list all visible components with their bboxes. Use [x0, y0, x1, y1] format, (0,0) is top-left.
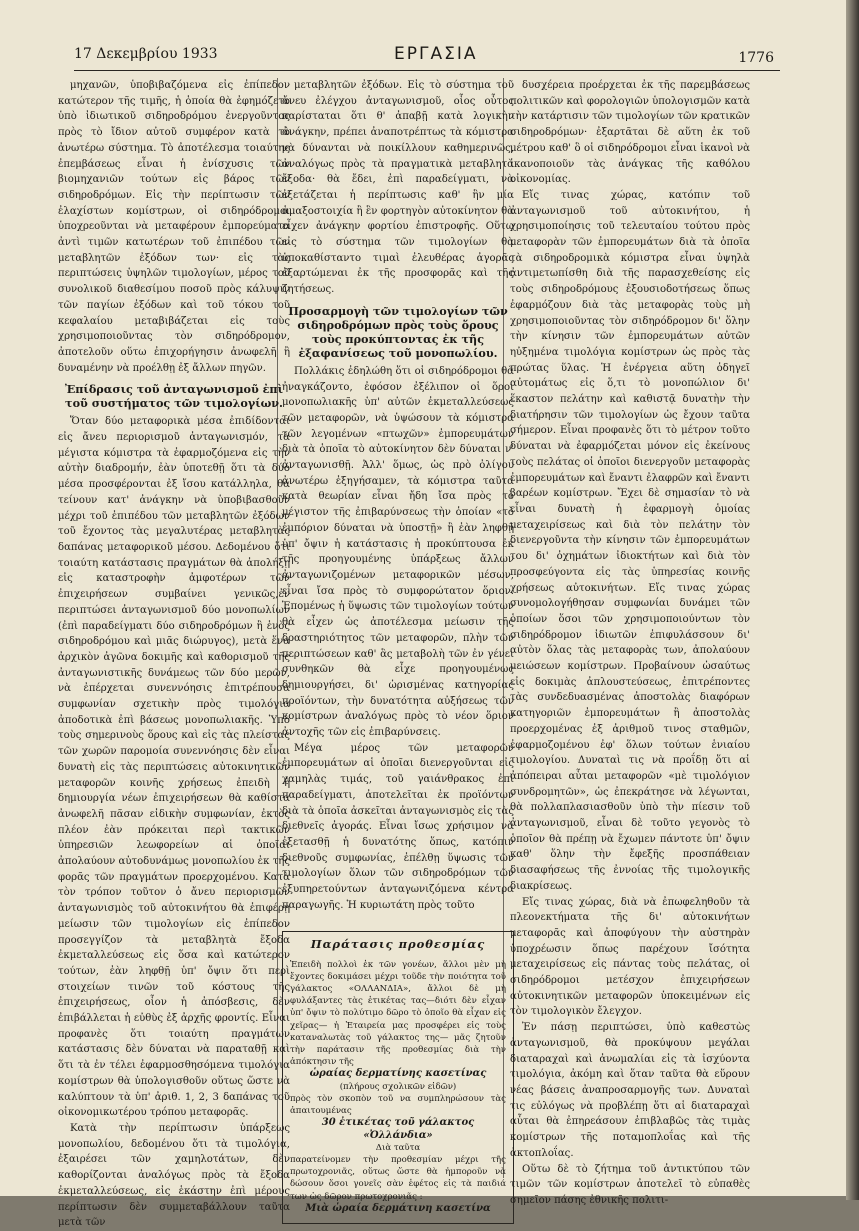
ad-text: πρὸς τὸν σκοπὸν τοῦ να συμπληρώσουν τὰς ἀπαιτουμένας	[290, 1093, 506, 1117]
column-middle	[282, 78, 514, 1214]
section-heading: Προσαρμογὴ τῶν τιμολογίων τῶν σιδηροδρόμων πρὸς τοὺς ὅρους τοὺς προκύπτοντας ἐκ τῆς ἐξαφανίσεως τοῦ μονοπωλίου.	[288, 303, 508, 360]
ad-text: Ἐπειδὴ πολλοὶ ἐκ τῶν γονέων, ἄλλοι μὲν μὴ ἔχοντες δοκιμάσει μέχρι τοῦδε τὴν ποιότητα τοῦ γάλακτος «ΟΛΛΑΝΔΙΑ», ἄλλοι δὲ μὴ φυλάξαντες τὰς ἐτικέτας τας—διότι δὲν εἶχαν ὑπ' ὄψιν τὸ πολύτιμο δῶρο τὸ ὁποῖο θὰ εἶχαν εἰς χεῖρας— ἡ Ἑταιρεία μας προσφέρει εἰς τοὺς καταναλωτὰς τοῦ γάλακτος της— μᾶς ζητοῦν τὴν παράτασιν τῆς προθεσμίας διὰ τὴν ἀπόκτησιν τῆς	[290, 959, 506, 1068]
ad-product-line: ὡραίας δερματίνης κασετίνας	[309, 1068, 487, 1080]
ad-gift-line: Μιὰ ὡραία δερμάτινη κασετίνα	[305, 1202, 491, 1214]
paragraph: Εἴς τινας χώρας, διὰ νὰ ἐπωφεληθοῦν τὰ πλεονεκτήματα τῆς δι' αὐτοκινήτων μεταφορᾶς καὶ ἀποφύγουν τὴν αὐστηρὰν ὑποχρέωσιν ὅπως παρέχουν ἴσότητα μεταχειρίσεως εἰς πάντας τοὺς πελάτας, οἱ σιδηρόδρομοι μετέσχον ἐπιχειρήσεων αὐτοκινητικῶν μεταφορῶν ὑποκειμένων εἰς τὸν τιμολογικὸν ἔλεγχον.	[510, 896, 750, 1018]
paragraph: μεταβλητῶν ἐξόδων. Εἰς τὸ σύστημα τοῦ ἄνευ ἐλέγχου ἀνταγωνισμοῦ, οἷος οὗτος παρίσταται ὅτι θ' ἀπαβῇ κατὰ λογικὴν ἀνάγκην, πρέπει ἀναποτρέπτως τὰ κόμιστρα νὰ δύνανται νὰ ποικίλλουν καθημερινῶς, ἀναλόγως πρὸς τὰ πραγματικὰ μεταβλητὰ ἔξοδα· θὰ ἔδει, ἐπὶ παραδείγματι, νὰ ἐξετάζεται ἡ περίπτωσις καθ' ἣν μία ἁμαξοστοιχία ἢ ἓν φορτηγὸν αὐτοκίνητον θὰ εἶχεν ἀνάγκην φορτίου ἐπιστροφῆς. Οὕτω εἰς τὸ σύστημα τῶν τιμολογίων θὰ ὑποκαθίσταντο τιμαὶ ἐλευθέρας ἀγορᾶς ἐξαρτώμεναι ἐκ τῆς προσφορᾶς καὶ τῆς ζητήσεως.	[282, 80, 514, 296]
column-left	[58, 78, 290, 1229]
ad-subline: (πλήρους σχολικῶν εἰδῶν)	[339, 1081, 457, 1092]
header-rule	[74, 70, 780, 71]
column-right	[510, 78, 750, 1206]
publication-title: ΕΡΓΑΣΙΑ	[394, 44, 478, 64]
page-number: 1776	[738, 50, 774, 66]
paragraph: δυσχέρεια προέρχεται ἐκ τῆς παρεμβάσεως πολιτικῶν καὶ φορολογιῶν ὑπολογισμῶν κατὰ τὴν κατάρτισιν τῶν τιμολογίων τῶν κρατικῶν σιδηροδρόμων· ἐξαρτᾶται δὲ αὕτη ἐκ τοῦ μέτρου καθ' ὃ οἱ σιδηρόδρομοι εἶναι ἱκανοὶ νὰ ἱκανοποιοῦν τὰς ἀνάγκας τῆς καθόλου οἰκονομίας.	[510, 80, 750, 186]
paragraph: Ἐν πάσῃ περιπτώσει, ὑπὸ καθεστὼς ἀνταγωνισμοῦ, θὰ προκύψουν μεγάλαι διαταραχαὶ καὶ ἀνωμαλίαι εἰς τὰ ἰσχύοντα τιμολόγια, ἀκόμη καὶ ὅταν ταῦτα θὰ εὕρουν νέας βάσεις ἀναπροσαρμογῆς των. Δυναταὶ τις εὐλόγως νὰ προβλέπῃ ὅτι αἱ διαταραχαὶ αὗται θὰ ἐπηρεάσουν ἐπιβλαβῶς τὰς τιμὰς κομίστρων τῆς ποταμοπλοΐας καὶ τῆς ἀκτοπλοΐας.	[510, 1022, 750, 1159]
section-heading: Ἐπίδρασις τοῦ ἀνταγωνισμοῦ ἐπὶ τοῦ συστήματος τῶν τιμολογίων.	[64, 382, 284, 411]
ad-labels-line: 30 ἐτικέτας τοῦ γάλακτος «Ὀλλάνδια»	[321, 1117, 475, 1141]
paragraph: Εἴς τινας χώρας, κατόπιν τοῦ ἀνταγωνισμοῦ τοῦ αὐτοκινήτου, ἡ χρησιμοποίησις τοῦ τελευταίου τούτου πρὸς μεταφορὰν τῶν ἐμπορευμάτων διὰ τὰ ὁποῖα τὰ σιδηροδρομικὰ κόμιστρα εἶναι ὑψηλὰ ἀντιμετωπίσθη διὰ τῆς παρασχεθείσης εἰς τοὺς σιδηροδρόμους ἐξουσιοδοτήσεως ὅπως ἐφαρμόζουν διὰ τὰς μεταφορὰς τοὺς μὴ χρησιμοποιοῦντας τὸν σιδηρόδρομον δι' ὅλην τὴν κίνησιν τῶν ἐμπορευμάτων αὐτῶν ηὐξημένα τιμολόγια κομίστρων ὡς πρὸς τὰς πρώτας ὕλας. Ἡ ἐνέργεια αὕτη ὁδηγεῖ αὐτομάτως εἰς ὅ,τι τὸ μονοπώλιον δι' ἕκαστον πελάτην καὶ καθιστᾷ δυνατὴν τὴν διατήρησιν τῶν τιμολογίων ὡς ἔχουν ταῦτα σήμερον. Εἶναι προφανὲς ὅτι τὸ μέτρον τοῦτο δύναται νὰ ἐφαρμόζεται μόνον εἰς ἐκείνους τοὺς πελάτας οἱ ὁποῖοι διενεργοῦν μεταφορὰς ἐμπορευμάτων καὶ ἔναντι ἐλαφρῶν καὶ ἔναντι βαρέων κομίστρων. Ἔχει δὲ σημασίαν τὸ νὰ εἶναι δυνατὴ ἡ ἐφαρμογὴ ὁμοίας μεταχειρίσεως καὶ διὰ τὸν πελάτην τὸν διενεργοῦντα τὴν κίνησιν τῶν ἐμπορευμάτων του δι' ὀχημάτων ἰδιοκτήτων καὶ διὰ τὸν προσφεύγοντα εἰς τὰς ὑπηρεσίας κοινῆς χρήσεως αὐτοκινήτων. Εἴς τινας χώρας συνομολογήθησαν συμφωνίαι δυνάμει τῶν ὁποίων ὅσοι τῶν χρησιμοποιούντων τὸν σιδηρόδρομον ἰδιωτῶν ἐπιφυλάσσουν δι' αὐτὸν ὅλας τὰς μεταφορὰς των, ἀπολαύουν μειώσεων κομίστρων. Προβαίνουν ὡσαύτως εἰς δοκιμὰς ἀπλουστεύσεως, ἐπιτρέποντες τὰς συνδεδυασμένας ἀποστολὰς διαφόρων κατηγοριῶν ἐμπορευμάτων ἢ ἀποστολὰς προερχομένας ἐξ ἀριθμοῦ τινος σταθμῶν, ἐφαρμοζομένου ἐφ' ὅλων τούτων ἑνιαίου τιμολογίου. Δυναταὶ τις νὰ προΐδῃ ὅτι αἱ ἀπόπειραι αὗται μεταφορῶν «μὲ τιμολόγιον συνδρομητῶν», ὡς ἐπεκράτησε νὰ λέγωνται, θὰ πολλαπλασιασθοῦν ὑπὸ τὴν πίεσιν τοῦ ἀνταγωνισμοῦ, εἶναι δὲ τοῦτο γεγονὸς τὸ ὁποῖον θὰ πρέπῃ νὰ ἔχωμεν πάντοτε ὑπ' ὄψιν καθ' ὅλην τὴν ἔφεξῆς προσπάθειαν διασαφήσεως τῆς ἐννοίας τῆς τιμολογικῆς διακρίσεως.	[510, 189, 750, 892]
ad-subline: Διὰ ταῦτα	[375, 1142, 421, 1153]
advertisement-box	[282, 931, 514, 1223]
paragraph: Οὕτω δὲ τὸ ζήτημα τοῦ ἀντικτύπου τῶν τιμῶν τῶν κομίστρων ἀποτελεῖ τὸ εὐπαθὲς σημεῖον πάσης ἐθνικῆς πολιτι-	[510, 1163, 750, 1206]
paragraph: Κατὰ τὴν περίπτωσιν ὑπάρξεως μονοπωλίου, δεδομένου ὅτι τὰ τιμολόγια, ἐξαιρέσει τῶν χαμηλοτάτων, δὲν καθορίζονται ἀναλόγως πρὸς τὰ ἔξοδα ἐκμεταλλεύσεως, εἰς ἑκάστην ἐπὶ μέρους περίπτωσιν δὲν συμμεταβάλλουν ταῦτα μετὰ τῶν	[58, 1123, 290, 1229]
ad-text: παρατείνομεν τὴν προθεσμίαν μέχρι τῆς πρωτοχρονιᾶς, οὕτως ὥστε θὰ ἠμποροῦν νὰ δώσουν ὅσοι γονεῖς σὰν ἑφέτος εἰς τὰ παιδιά των ὡς δῶρον πρωτοχρονιᾶς :	[290, 1154, 506, 1202]
paragraph: Μέγα μέρος τῶν μεταφορῶν ἐμπορευμάτων αἱ ὁποῖαι διενεργοῦνται εἰς χαμηλὰς τιμάς, τοῦ γαιάνθρακος ἐπὶ παραδείγματι, ἀποτελεῖται ἐκ προϊόντων διὰ τὰ ὁποῖα ἀσκεῖται ἀνταγωνισμὸς εἰς τὰς διεθνεῖς ἀγοράς. Εἶναι ἴσως χρήσιμον νὰ ἐξετασθῇ ἡ δυνατότης ὅπως, κατόπιν διεθνοῦς συμφωνίας, ἐπέλθῃ ὕψωσις τῶν τιμολογίων ὅλων τῶν σιδηροδρόμων τῶν ἐξυπηρετούντων ἀνταγωνιζόμενα κέντρα παραγωγῆς. Ἡ κυριωτάτη πρὸς τοῦτο	[282, 742, 514, 911]
issue-date: 17 Δεκεμβρίου 1933	[74, 46, 218, 62]
paragraph: Πολλάκις ἐδηλώθη ὅτι οἱ σιδηρόδρομοι θὰ ἠναγκάζοντο, ἐφόσον ἐξέλιπον οἱ ὅροι μονοπωλιακῆς ὑπ' αὐτῶν ἐκμεταλλεύσεως τῶν μεταφορῶν, νὰ ὑψώσουν τὰ κόμιστρα τῶν λεγομένων «πτωχῶν» ἐμπορευμάτων διὰ τὰ ὁποῖα τὸ αὐτοκίνητον δὲν δύναται ν' ἀνταγωνισθῇ. Ἀλλ' ὅμως, ὡς πρὸ ὀλίγου ἀνωτέρω ἐξηγήσαμεν, τὰ κόμιστρα ταῦτα κατὰ θεωρίαν εἶναι ἤδη ἴσα πρὸς τὸ μέγιστον τῆς ἐπιβαρύνσεως τὴν ὁποίαν «τὸ ἐμπόριον δύναται νὰ ὑποστῇ» ἢ ἐὰν ληφθῇ ὑπ' ὄψιν ἡ κατάστασις ἡ προκύπτουσα ἐκ τῆς προηγουμένης ὑπάρξεως ἄλλων ἀνταγωνιζομένων μεταφορικῶν μέσων, εἶναι ἴσα πρὸς τὸ συμφορώτατον ὅριον. Ἑπομένως ἡ ὕψωσις τῶν τιμολογίων τούτων θὰ εἶχεν ὡς ἀποτέλεσμα μείωσιν τῆς δραστηριότητος τῶν μεταφορῶν, πλὴν τῶν περιπτώσεων καθ' ἃς μεταβολὴ τῶν ἐν γένει συνθηκῶν θὰ εἶχε προηγουμένως δημιουργήσει, δι' ὡρισμένας κατηγορίας προϊόντων, τὴν δυνατότητα αὐξήσεως τῶν κομίστρων ἀναλόγως πρὸς τὸ νέον ὅριον ἀντοχῆς τῶν εἰς ἐπιβαρύνσεις.	[282, 365, 514, 739]
page-edge	[846, 0, 859, 1200]
paragraph: μηχανῶν, ὑποβιβαζόμενα εἰς ἐπίπεδον κατώτερον τῆς τιμῆς, ἡ ὁποία θὰ ἐφημόζετο ὑπὸ ἰδιωτικοῦ σιδηροδρόμου ἐνεργοῦντος πρὸς τὸ ἴδιον αὐτοῦ συμφέρον κατὰ τὸ ἀνωτέρω σύστημα. Τὸ ἀποτέλεσμα τοιαύτης ἐπεμβάσεως εἶναι ἡ ἐνίσχυσις τῶν βιομηχανιῶν τούτων εἰς βάρος τῶν σιδηροδρόμων. Εἰς τὴν περίπτωσιν τῶν ἐλαχίστων κομίστρων, οἱ σιδηρόδρομοι ὑποχρεοῦνται νὰ μεταφέρουν ἐμπορεύματα ἀντὶ τιμῶν κατωτέρων τοῦ ἐπιπέδου τῶν μεταβλητῶν ἐξόδων των· εἰς τὰς περιπτώσεις ὑψηλῶν τιμολογίων, μέρος τοῦ συνολικοῦ διαθεσίμου ποσοῦ πρὸς κάλυψιν τῶν παγίων ἐξόδων καὶ τοῦ τόκου τοῦ κεφαλαίου μεταβιβάζεται εἰς τοὺς χρησιμοποιοῦντας τὸν σιδηρόδρομον, ἀποτελοῦν οὕτω ἐπιχορήγησιν ἀνωφελῆ ἢ δυναμένην νὰ προέλθῃ ἐξ ἄλλων πηγῶν.	[58, 80, 290, 374]
page-header	[74, 44, 774, 68]
paragraph: Ὅταν δύο μεταφορικὰ μέσα ἐπιδίδονται εἰς ἄνευ περιορισμοῦ ἀνταγωνισμόν, τὰ μέγιστα κόμιστρα τὰ ἐφαρμοζόμενα εἰς τὴν αὐτὴν διαδρομήν, ἐὰν ὑποτεθῇ ὅτι τὰ δύο μέσα προσφέρονται ἐξ ἴσου κατάλληλα, θὰ τείνουν κατ' ἀνάγκην νὰ ὑποβιβασθοῦν μέχρι τοῦ ἐπιπέδου τῶν μεταβλητῶν ἐξόδων τοῦ ἔχοντος τὰς μεγαλυτέρας μεταβλητὰς δαπάνας μεταφορικοῦ μέσου. Δεδομένου ὅτι τοιαύτη κατάστασις πραγμάτων θὰ ἀπολήξῃ εἰς καταστροφὴν ἀμφοτέρων τῶν ἐπιχειρήσεων συμβαίνει γενικῶς,ἐν περιπτώσει ἀνταγωνισμοῦ δύο μονοπωλίων (ἐπὶ παραδείγματι δύο σιδηροδρόμων ἢ ἑνὸς σιδηροδρόμου καὶ μιᾶς διώρυγος), μετὰ ἕνα ἀρχικὸν ἀγῶνα δοκιμῆς καὶ καθορισμοῦ τῆς ἀνταγωνιστικῆς δυνάμεως τῶν δύο μερῶν, νὰ ἐπέρχεται συνεννόησις ἐπιτρέπουσα συμφωνίαν σχετικὴν πρὸς τιμολόγια ἀποδοτικὰ ἐπὶ βάσεως μονοπωλιακῆς. Ὑπὸ τοὺς σημερινοὺς ὅρους καὶ εἰς τὰς πλείστας τῶν χωρῶν παρομοία συνεννόησις δὲν εἶναι δυνατὴ εἰς τὰς περιπτώσεις αὐτοκινητικῶν μεταφορῶν κοινῆς χρήσεως ἐπειδὴ ἡ δημιουργία νέων ἐπιχειρήσεων θὰ καθίστα ἀνωφελῆ πᾶσαν εἰδικὴν συμφωνίαν, ἐκτὸς πλέον ἐὰν πρόκειται περὶ τακτικῶν ὑπηρεσιῶν λεωφορείων αἱ ὁποῖαι ἀπολαύουν αὐτοδυνάμως μονοπωλίου ἐκ τῆς φορᾶς τῶν πραγμάτων προερχομένου. Κατὰ τὸν τρόπον τοῦτον ὁ ἄνευ περιορισμῶν ἀνταγωνισμὸς τοῦ αὐτοκινήτου θὰ ἐπιφέρῃ μείωσιν τῶν τιμολογίων εἰς ἐπίπεδον προσεγγίζον τὰ μεταβλητὰ ἔξοδα ἐκμεταλλεύσεως εἰς ὅσα καὶ κατώτερον τούτων, ἐὰν ληφθῇ ὑπ' ὄψιν ὅτι περὶ στοιχείων τινῶν τοῦ κόστους τῆς ἐπιχειρήσεως, οἷον ἡ ἀπόσβεσις, δὲν ἐπιβάλλεται ἡ εὐθὺς ἐξ ἀρχῆς φροντίς. Εἶναι προφανὲς ὅτι τοιαύτη πραγμάτων κατάστασις δὲν δύναται νὰ παραταθῇ καὶ ὅτι τὰ ἐν τέλει ἐφαρμοσθησόμενα τιμολόγια κομίστρων θὰ ὑπολογισθοῦν οὕτως ὥστε νὰ καλύπτουν τὰ ὑπ' ἀριθ. 1, 2, 3 δαπάνας τοῦ οἰκονομικωτέρου τρόπου μεταφορᾶς.	[58, 416, 290, 1119]
ad-title: Παράτασις προθεσμίας	[310, 937, 486, 952]
